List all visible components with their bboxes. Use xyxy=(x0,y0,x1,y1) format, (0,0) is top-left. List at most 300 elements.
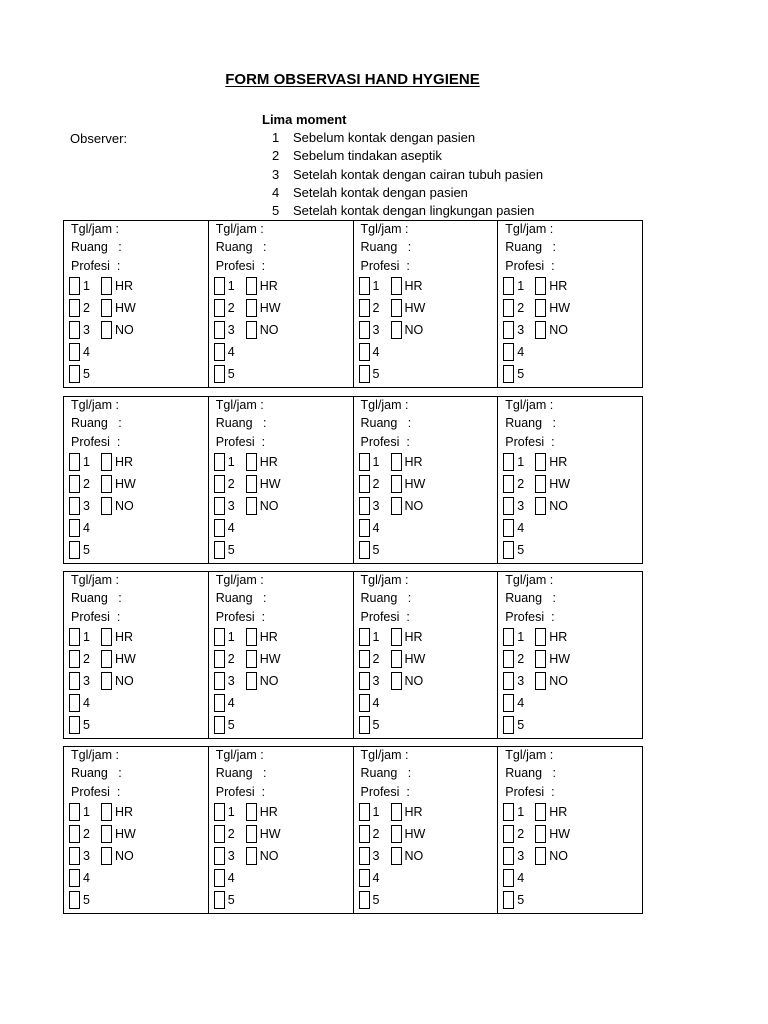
moment-checkbox[interactable] xyxy=(69,277,80,295)
moment-option-label: 5 xyxy=(372,718,380,732)
action-checkbox[interactable] xyxy=(246,803,257,821)
moment-option-label: 3 xyxy=(227,674,235,688)
moment-checkbox[interactable] xyxy=(214,519,225,537)
action-checkbox[interactable] xyxy=(101,299,112,317)
action-checkbox[interactable] xyxy=(101,825,112,843)
action-checkbox[interactable] xyxy=(535,803,546,821)
action-option-label: HW xyxy=(549,301,571,315)
action-checkbox[interactable] xyxy=(101,847,112,865)
checkbox-row xyxy=(359,298,426,318)
moment-checkbox[interactable] xyxy=(359,475,370,493)
action-checkbox[interactable] xyxy=(535,299,546,317)
moment-option-label: 4 xyxy=(227,345,235,359)
checkbox-row xyxy=(69,802,133,822)
action-option-label: HR xyxy=(259,805,278,819)
action-checkbox[interactable] xyxy=(391,672,402,690)
observation-cell xyxy=(209,221,354,387)
moment-checkbox[interactable] xyxy=(69,519,80,537)
action-option-label: HW xyxy=(259,477,281,491)
action-checkbox[interactable] xyxy=(391,825,402,843)
observation-cell xyxy=(209,397,354,563)
date-time-label: Tgl/jam : xyxy=(505,398,554,412)
checkbox-row xyxy=(359,496,424,516)
moment-checkbox[interactable] xyxy=(69,869,80,887)
action-checkbox[interactable] xyxy=(535,672,546,690)
checkbox-row xyxy=(503,320,568,340)
moment-checkbox[interactable] xyxy=(359,343,370,361)
moment-checkbox[interactable] xyxy=(214,825,225,843)
date-time-label: Tgl/jam : xyxy=(215,222,264,236)
action-option-label: NO xyxy=(115,499,134,513)
moment-checkbox[interactable] xyxy=(69,321,80,339)
moment-option-label: 5 xyxy=(372,543,380,557)
action-checkbox[interactable] xyxy=(246,299,257,317)
moment-checkbox[interactable] xyxy=(503,716,514,734)
action-option-label: HW xyxy=(115,652,136,666)
action-option-label: HW xyxy=(549,652,571,666)
moment-checkbox[interactable] xyxy=(214,321,225,339)
moment-checkbox[interactable] xyxy=(214,803,225,821)
action-option-label: NO xyxy=(549,674,568,688)
checkbox-row xyxy=(359,276,423,296)
moment-option-label: 1 xyxy=(517,805,525,819)
date-time-label: Tgl/jam : xyxy=(215,748,264,762)
room-label: Ruang : xyxy=(505,591,556,605)
moment-number: 1 xyxy=(272,130,280,145)
moment-option-label: 5 xyxy=(83,893,90,907)
checkbox-row xyxy=(214,518,246,538)
action-option-label: NO xyxy=(404,674,424,688)
observer-label: Observer: xyxy=(70,131,128,146)
checkbox-row xyxy=(359,452,423,472)
moment-checkbox[interactable] xyxy=(214,869,225,887)
moment-checkbox[interactable] xyxy=(503,475,514,493)
checkbox-row xyxy=(359,802,423,822)
observation-cell xyxy=(64,221,209,387)
moment-checkbox[interactable] xyxy=(214,497,225,515)
action-checkbox[interactable] xyxy=(391,497,402,515)
action-option-label: NO xyxy=(549,499,568,513)
profession-label: Profesi : xyxy=(360,785,410,799)
action-checkbox[interactable] xyxy=(535,497,546,515)
moment-checkbox[interactable] xyxy=(503,628,514,646)
date-time-label: Tgl/jam : xyxy=(505,748,554,762)
action-option-label: HR xyxy=(404,455,423,469)
action-option-label: HW xyxy=(549,827,571,841)
room-label: Ruang : xyxy=(360,240,412,254)
moment-option-label: 2 xyxy=(517,301,525,315)
moment-option-label: 5 xyxy=(83,543,90,557)
action-option-label: HR xyxy=(259,455,278,469)
action-option-label: NO xyxy=(404,499,424,513)
moment-option-label: 3 xyxy=(517,849,525,863)
checkbox-row xyxy=(503,649,570,669)
moment-item xyxy=(262,147,543,165)
moment-checkbox[interactable] xyxy=(214,299,225,317)
action-option-label: HR xyxy=(549,455,568,469)
moment-checkbox[interactable] xyxy=(69,343,80,361)
action-checkbox[interactable] xyxy=(391,277,402,295)
moment-option-label: 3 xyxy=(83,323,90,337)
checkbox-row xyxy=(69,890,101,910)
moment-option-label: 1 xyxy=(83,279,90,293)
moment-checkbox[interactable] xyxy=(69,497,80,515)
action-checkbox[interactable] xyxy=(391,650,402,668)
moment-checkbox[interactable] xyxy=(69,825,80,843)
moment-checkbox[interactable] xyxy=(359,847,370,865)
moment-option-label: 4 xyxy=(517,871,525,885)
profession-label: Profesi : xyxy=(360,259,410,273)
moment-checkbox[interactable] xyxy=(359,869,370,887)
moment-number: 5 xyxy=(272,203,280,219)
moment-option-label: 3 xyxy=(83,674,90,688)
moment-checkbox[interactable] xyxy=(69,847,80,865)
checkbox-row xyxy=(214,802,278,822)
action-checkbox[interactable] xyxy=(535,453,546,471)
date-time-label: Tgl/jam : xyxy=(360,222,409,236)
action-checkbox[interactable] xyxy=(391,475,402,493)
moment-option-label: 4 xyxy=(227,696,235,710)
moment-checkbox[interactable] xyxy=(214,365,225,383)
moment-checkbox[interactable] xyxy=(69,803,80,821)
moment-number: 4 xyxy=(272,184,280,200)
observation-cell xyxy=(498,397,642,563)
action-checkbox[interactable] xyxy=(391,453,402,471)
moment-option-label: 5 xyxy=(517,367,525,381)
room-label: Ruang : xyxy=(360,591,412,605)
checkbox-row xyxy=(503,693,535,713)
action-checkbox[interactable] xyxy=(101,453,112,471)
moment-checkbox[interactable] xyxy=(214,475,225,493)
action-checkbox[interactable] xyxy=(246,453,257,471)
moment-option-label: 5 xyxy=(83,367,90,381)
moment-checkbox[interactable] xyxy=(359,321,370,339)
moment-option-label: 4 xyxy=(372,871,380,885)
observation-cell xyxy=(354,221,499,387)
profession-label: Profesi : xyxy=(505,610,555,624)
moment-checkbox[interactable] xyxy=(503,321,514,339)
checkbox-row xyxy=(69,452,133,472)
observation-cell xyxy=(498,747,642,913)
action-checkbox[interactable] xyxy=(535,650,546,668)
action-option-label: NO xyxy=(259,674,279,688)
moment-option-label: 3 xyxy=(227,499,235,513)
action-checkbox[interactable] xyxy=(246,825,257,843)
moment-checkbox[interactable] xyxy=(503,299,514,317)
room-label: Ruang : xyxy=(505,416,556,430)
moment-checkbox[interactable] xyxy=(503,650,514,668)
moment-checkbox[interactable] xyxy=(69,716,80,734)
checkbox-row xyxy=(359,627,423,647)
moment-checkbox[interactable] xyxy=(214,672,225,690)
checkbox-row xyxy=(503,276,567,296)
moment-option-label: 2 xyxy=(227,827,235,841)
action-checkbox[interactable] xyxy=(246,672,257,690)
moment-checkbox[interactable] xyxy=(359,497,370,515)
moment-option-label: 1 xyxy=(372,455,380,469)
moment-checkbox[interactable] xyxy=(214,891,225,909)
checkbox-row xyxy=(503,474,570,494)
moment-checkbox[interactable] xyxy=(503,825,514,843)
action-checkbox[interactable] xyxy=(391,847,402,865)
room-label: Ruang : xyxy=(360,416,412,430)
moment-checkbox[interactable] xyxy=(503,365,514,383)
profession-label: Profesi : xyxy=(71,435,121,449)
action-option-label: HW xyxy=(259,301,281,315)
moment-option-label: 5 xyxy=(227,543,235,557)
moments-list xyxy=(262,129,543,220)
moment-checkbox[interactable] xyxy=(503,541,514,559)
moment-option-label: 3 xyxy=(227,849,235,863)
action-checkbox[interactable] xyxy=(101,628,112,646)
moment-option-label: 4 xyxy=(517,521,525,535)
moment-option-label: 1 xyxy=(83,805,90,819)
moment-option-label: 4 xyxy=(83,871,90,885)
moment-checkbox[interactable] xyxy=(69,694,80,712)
checkbox-row xyxy=(359,671,424,691)
moment-option-label: 2 xyxy=(517,827,525,841)
moment-option-label: 5 xyxy=(517,893,525,907)
action-option-label: HW xyxy=(404,301,426,315)
action-option-label: NO xyxy=(259,499,279,513)
date-time-label: Tgl/jam : xyxy=(360,748,409,762)
moment-option-label: 4 xyxy=(372,345,380,359)
moment-checkbox[interactable] xyxy=(359,541,370,559)
action-checkbox[interactable] xyxy=(246,847,257,865)
moment-checkbox[interactable] xyxy=(503,277,514,295)
action-option-label: NO xyxy=(404,849,424,863)
observation-block xyxy=(63,220,643,388)
moment-option-label: 2 xyxy=(83,652,90,666)
action-checkbox[interactable] xyxy=(391,321,402,339)
observation-cell xyxy=(209,747,354,913)
action-checkbox[interactable] xyxy=(101,803,112,821)
moment-checkbox[interactable] xyxy=(69,475,80,493)
moment-option-label: 3 xyxy=(372,323,380,337)
action-checkbox[interactable] xyxy=(101,650,112,668)
moment-checkbox[interactable] xyxy=(503,847,514,865)
moment-option-label: 1 xyxy=(372,630,380,644)
action-option-label: HR xyxy=(115,805,134,819)
action-checkbox[interactable] xyxy=(535,475,546,493)
checkbox-row xyxy=(359,868,391,888)
moment-checkbox[interactable] xyxy=(503,343,514,361)
checkbox-row xyxy=(214,364,246,384)
action-checkbox[interactable] xyxy=(246,650,257,668)
moment-checkbox[interactable] xyxy=(69,891,80,909)
checkbox-row xyxy=(214,627,278,647)
observation-cell xyxy=(354,397,499,563)
action-option-label: HR xyxy=(115,630,134,644)
profession-label: Profesi : xyxy=(505,435,555,449)
moment-checkbox[interactable] xyxy=(503,672,514,690)
moment-checkbox[interactable] xyxy=(214,541,225,559)
moment-checkbox[interactable] xyxy=(503,869,514,887)
moment-checkbox[interactable] xyxy=(69,453,80,471)
observation-cell xyxy=(354,572,499,738)
moment-option-label: 1 xyxy=(227,630,235,644)
checkbox-row xyxy=(503,627,567,647)
action-checkbox[interactable] xyxy=(391,803,402,821)
moment-checkbox[interactable] xyxy=(359,891,370,909)
moment-checkbox[interactable] xyxy=(359,519,370,537)
moment-checkbox[interactable] xyxy=(69,365,80,383)
action-checkbox[interactable] xyxy=(391,299,402,317)
observation-cell xyxy=(64,397,209,563)
moment-text: Setelah kontak dengan lingkungan pasien xyxy=(293,203,535,219)
moment-checkbox[interactable] xyxy=(69,541,80,559)
moment-option-label: 1 xyxy=(227,805,235,819)
moment-option-label: 3 xyxy=(517,323,525,337)
moment-checkbox[interactable] xyxy=(503,694,514,712)
action-checkbox[interactable] xyxy=(246,321,257,339)
moment-checkbox[interactable] xyxy=(214,847,225,865)
moment-checkbox[interactable] xyxy=(359,299,370,317)
moment-checkbox[interactable] xyxy=(359,672,370,690)
checkbox-row xyxy=(359,649,426,669)
moment-checkbox[interactable] xyxy=(359,694,370,712)
action-option-label: HW xyxy=(115,301,136,315)
moment-checkbox[interactable] xyxy=(214,628,225,646)
checkbox-row xyxy=(359,693,391,713)
checkbox-row xyxy=(214,890,246,910)
moment-checkbox[interactable] xyxy=(214,453,225,471)
action-checkbox[interactable] xyxy=(246,475,257,493)
observation-cell xyxy=(498,572,642,738)
moment-checkbox[interactable] xyxy=(503,803,514,821)
checkbox-row xyxy=(214,496,279,516)
moment-checkbox[interactable] xyxy=(69,650,80,668)
moment-option-label: 4 xyxy=(517,696,525,710)
checkbox-row xyxy=(69,627,133,647)
moment-option-label: 2 xyxy=(227,301,235,315)
action-option-label: NO xyxy=(115,323,134,337)
moment-option-label: 4 xyxy=(372,521,380,535)
moment-option-label: 1 xyxy=(372,279,380,293)
moment-checkbox[interactable] xyxy=(359,453,370,471)
moment-checkbox[interactable] xyxy=(214,343,225,361)
moment-option-label: 3 xyxy=(227,323,235,337)
action-checkbox[interactable] xyxy=(535,628,546,646)
date-time-label: Tgl/jam : xyxy=(360,573,409,587)
moment-text: Sebelum kontak dengan pasien xyxy=(293,130,476,145)
checkbox-row xyxy=(503,496,568,516)
moment-number: 3 xyxy=(272,166,280,182)
moment-option-label: 4 xyxy=(83,345,90,359)
observation-block xyxy=(63,746,643,914)
action-checkbox[interactable] xyxy=(535,847,546,865)
date-time-label: Tgl/jam : xyxy=(215,398,264,412)
moment-option-label: 1 xyxy=(517,279,525,293)
date-time-label: Tgl/jam : xyxy=(360,398,409,412)
room-label: Ruang : xyxy=(71,416,122,430)
moment-option-label: 3 xyxy=(372,849,380,863)
moment-option-label: 1 xyxy=(227,279,235,293)
moment-checkbox[interactable] xyxy=(214,694,225,712)
room-label: Ruang : xyxy=(71,766,122,780)
checkbox-row xyxy=(503,890,535,910)
action-checkbox[interactable] xyxy=(246,497,257,515)
moment-checkbox[interactable] xyxy=(69,672,80,690)
moment-checkbox[interactable] xyxy=(359,277,370,295)
action-checkbox[interactable] xyxy=(101,497,112,515)
moment-checkbox[interactable] xyxy=(69,299,80,317)
moment-option-label: 5 xyxy=(372,893,380,907)
moment-checkbox[interactable] xyxy=(359,825,370,843)
action-checkbox[interactable] xyxy=(391,628,402,646)
checkbox-row xyxy=(69,715,101,735)
moment-item xyxy=(262,166,543,184)
action-option-label: HW xyxy=(404,477,426,491)
action-option-label: HR xyxy=(115,279,134,293)
moment-checkbox[interactable] xyxy=(503,453,514,471)
checkbox-row xyxy=(69,518,101,538)
moment-option-label: 3 xyxy=(83,499,90,513)
moment-checkbox[interactable] xyxy=(503,891,514,909)
action-checkbox[interactable] xyxy=(101,475,112,493)
moment-checkbox[interactable] xyxy=(359,803,370,821)
action-checkbox[interactable] xyxy=(246,628,257,646)
action-option-label: HW xyxy=(549,477,571,491)
room-label: Ruang : xyxy=(215,766,267,780)
checkbox-row xyxy=(69,649,136,669)
checkbox-row xyxy=(503,518,535,538)
moment-checkbox[interactable] xyxy=(359,650,370,668)
action-option-label: NO xyxy=(115,849,134,863)
moment-checkbox[interactable] xyxy=(503,519,514,537)
action-option-label: HR xyxy=(549,630,568,644)
moment-option-label: 2 xyxy=(372,477,380,491)
room-label: Ruang : xyxy=(215,240,267,254)
action-checkbox[interactable] xyxy=(246,277,257,295)
action-checkbox[interactable] xyxy=(101,321,112,339)
moment-checkbox[interactable] xyxy=(359,365,370,383)
action-checkbox[interactable] xyxy=(101,672,112,690)
checkbox-row xyxy=(214,693,246,713)
action-checkbox[interactable] xyxy=(535,277,546,295)
action-option-label: HR xyxy=(115,455,134,469)
moment-option-label: 4 xyxy=(83,696,90,710)
moment-text: Setelah kontak dengan pasien xyxy=(293,184,468,200)
moment-option-label: 2 xyxy=(517,652,525,666)
checkbox-row xyxy=(69,320,134,340)
action-option-label: NO xyxy=(259,323,279,337)
moment-number: 2 xyxy=(272,148,280,164)
action-checkbox[interactable] xyxy=(535,825,546,843)
action-option-label: NO xyxy=(115,674,134,688)
checkbox-row xyxy=(214,846,279,866)
moment-checkbox[interactable] xyxy=(214,277,225,295)
checkbox-row xyxy=(503,364,535,384)
moment-checkbox[interactable] xyxy=(214,650,225,668)
action-checkbox[interactable] xyxy=(101,277,112,295)
checkbox-row xyxy=(359,474,426,494)
action-checkbox[interactable] xyxy=(535,321,546,339)
checkbox-row xyxy=(359,342,391,362)
moment-checkbox[interactable] xyxy=(214,716,225,734)
moment-checkbox[interactable] xyxy=(359,716,370,734)
checkbox-row xyxy=(69,868,101,888)
date-time-label: Tgl/jam : xyxy=(215,573,264,587)
checkbox-row xyxy=(359,846,424,866)
date-time-label: Tgl/jam : xyxy=(505,222,554,236)
moment-option-label: 2 xyxy=(517,477,525,491)
moment-checkbox[interactable] xyxy=(69,628,80,646)
moment-checkbox[interactable] xyxy=(359,628,370,646)
moment-checkbox[interactable] xyxy=(503,497,514,515)
moment-option-label: 2 xyxy=(83,477,90,491)
checkbox-row xyxy=(214,671,279,691)
